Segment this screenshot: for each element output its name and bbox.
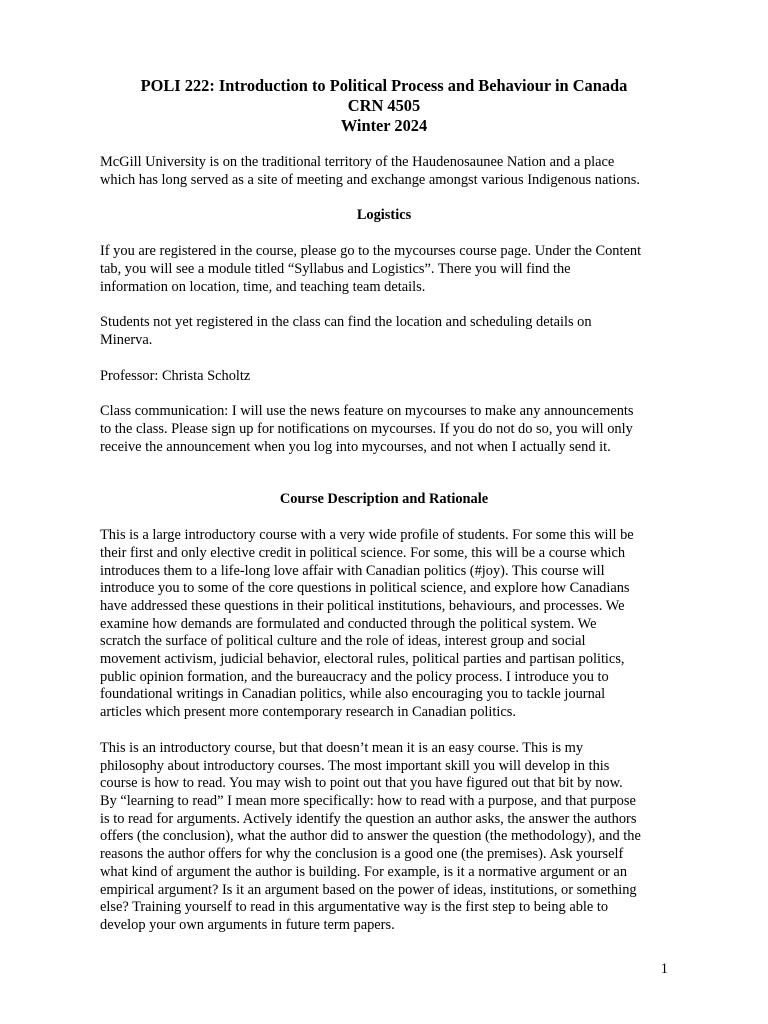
text-line: examine how demands are formulated and conducted through the political system. We [100,615,597,632]
text-line: By “learning to read” I mean more specifically: how to read with a purpose, and that purpose [100,792,636,809]
text-line: If you are registered in the course, please go to the mycourses course page. Under the Content [100,243,642,260]
text-line: This is an introductory course, but that doesn’t mean it is an easy course. This is my [100,739,584,756]
text-line: Minerva. [100,331,153,348]
document-header [100,76,668,136]
text-line: their first and only elective credit in political science. For some, this will be a course which [100,544,626,561]
logistics-heading: Logistics [356,207,412,224]
course-description-paragraph-1 [100,527,668,722]
text-line: introduces them to a life-long love affair with Canadian politics (#joy). This course will [100,562,605,579]
text-line: McGill University is on the traditional territory of the Haudenosaunee Nation and a place [100,154,615,170]
class-communication-paragraph [100,403,668,456]
text-line: have addressed these questions in their political institutions, behaviours, and processes. We [100,597,625,614]
text-line: else? Training yourself to read in this argumentative way is the first step to being able to [100,899,609,916]
text-line: foundational writings in Canadian politics, while also encouraging you to tackle journal [100,686,606,703]
text-line: scratch the surface of political culture and the role of ideas, interest group and social [100,633,586,650]
text-line: public opinion formation, and the bureaucracy and the policy process. I introduce you to [100,668,609,685]
text-line: Students not yet registered in the class can find the location and scheduling details on [100,314,592,331]
text-line: introduce you to some of the core questions in political science, and explore how Canadians [100,580,630,597]
course-description-paragraph-2 [100,740,668,935]
unregistered-students-paragraph [100,314,668,349]
syllabus-page [100,76,668,935]
text-line: to the class. Please sign up for notifications on mycourses. If you do not do so, you will only [100,421,633,438]
registered-students-paragraph [100,243,668,296]
text-line: develop your own arguments in future term papers. [100,916,395,933]
course-title: POLI 222: Introduction to Political Process and Behaviour in Canada [140,76,628,95]
text-line: philosophy about introductory courses. The most important skill you will develop in this [100,757,610,774]
text-line: offers (the conclusion), what the author did to answer the question (the methodology), and the [100,828,641,845]
text-line: reasons the author offers for why the conclusion is a good one (the premises). Ask yourself [100,846,624,863]
course-crn: CRN 4505 [347,96,421,115]
text-line: Class communication: I will use the news feature on mycourses to make any announcements [100,403,634,420]
text-line: movement activism, judicial behavior, electoral rules, political parties and partisan politics, [100,651,625,668]
text-line: course is how to read. You may wish to point out that you have figured out that bit by now. [100,775,623,792]
text-line: empirical argument? Is it an argument based on the power of ideas, institutions, or something [100,881,637,898]
text-line: receive the announcement when you log into mycourses, and not when I actually send it. [100,438,611,455]
land-acknowledgement-paragraph [100,154,668,189]
text-line: which has long served as a site of meeting and exchange amongst various Indigenous nations. [100,171,640,188]
text-line: is to read for arguments. Actively identify the question an author asks, the answer the authors [100,810,637,827]
professor-line: Professor: Christa Scholtz [100,367,251,384]
text-line: what kind of argument the author is building. For example, is it a normative argument or an [100,863,628,880]
course-term: Winter 2024 [340,116,428,135]
text-line: information on location, time, and teaching team details. [100,278,426,295]
course-description-heading: Course Description and Rationale [279,491,489,508]
page-number: 1 [660,961,668,977]
text-line: This is a large introductory course with a very wide profile of students. For some this will be [100,527,634,544]
text-line: articles which present more contemporary research in Canadian politics. [100,704,516,721]
text-line: tab, you will see a module titled “Syllabus and Logistics”. There you will find the [100,260,571,277]
